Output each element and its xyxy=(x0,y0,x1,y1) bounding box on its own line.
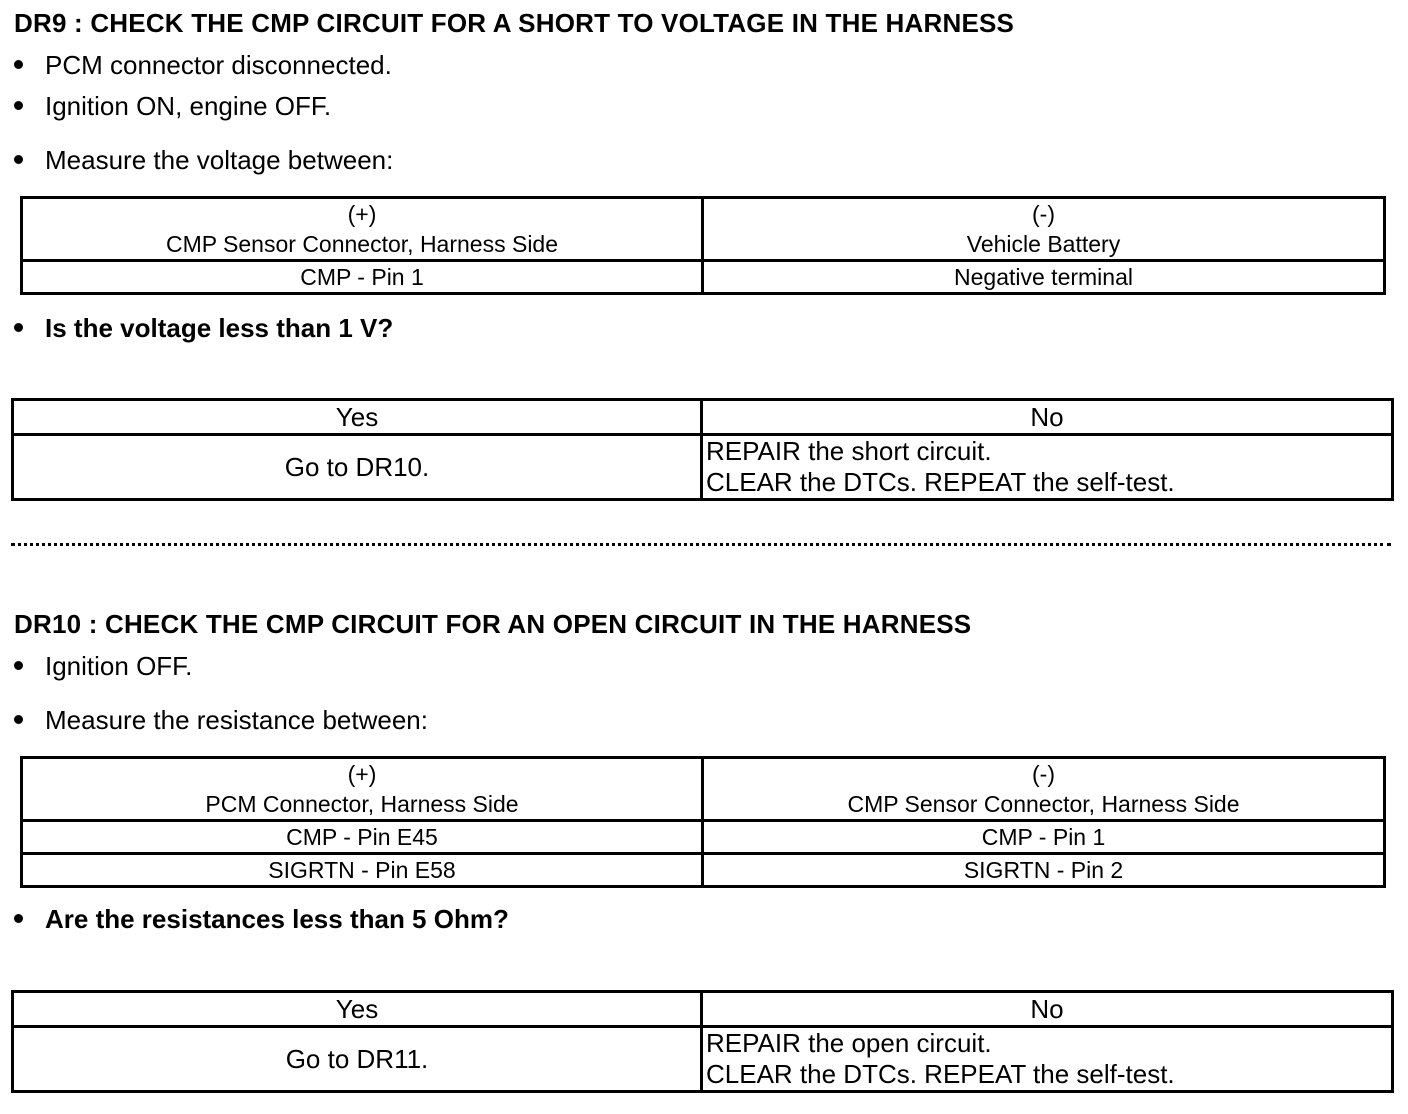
plus-sign: (+) xyxy=(347,201,377,227)
dr9-title: DR9 : CHECK THE CMP CIRCUIT FOR A SHORT TO VOLTAGE IN THE HARNESS xyxy=(14,8,1015,38)
dr9-step-1 xyxy=(14,50,392,81)
table-cell: CMP - Pin 1 xyxy=(22,261,703,294)
yes-action: Go to DR10. xyxy=(13,435,702,500)
no-header: No xyxy=(702,992,1393,1027)
dr9-step-2-text: Ignition ON, engine OFF. xyxy=(45,91,332,121)
bullet-icon xyxy=(14,715,23,724)
table-cell: CMP - Pin E45 xyxy=(22,821,703,854)
table-cell: SIGRTN - Pin 2 xyxy=(703,854,1385,887)
table-cell: SIGRTN - Pin E58 xyxy=(22,854,703,887)
plus-sign: (+) xyxy=(347,761,377,787)
dr10-question-text: Are the resistances less than 5 Ohm? xyxy=(45,904,509,934)
yes-header: Yes xyxy=(13,992,702,1027)
table-cell: Negative terminal xyxy=(703,261,1385,294)
dr10-step-2-text: Measure the resistance between: xyxy=(45,705,428,735)
dr10-title: DR10 : CHECK THE CMP CIRCUIT FOR AN OPEN CIRCUIT IN THE HARNESS xyxy=(14,609,972,639)
minus-header-cell xyxy=(703,198,1385,261)
dr9-question-text: Is the voltage less than 1 V? xyxy=(45,313,394,343)
minus-header-cell xyxy=(703,758,1385,821)
no-action-line-1: REPAIR the open circuit. xyxy=(706,1028,992,1058)
no-action xyxy=(702,435,1393,500)
plus-header-cell xyxy=(22,758,703,821)
no-action-line-2: CLEAR the DTCs. REPEAT the self-test. xyxy=(706,1059,1175,1089)
bullet-icon xyxy=(14,323,23,332)
dr9-step-2 xyxy=(14,91,331,122)
bullet-icon xyxy=(14,101,23,110)
dr9-step-1-text: PCM connector disconnected. xyxy=(45,50,392,80)
section-divider xyxy=(11,543,1391,546)
table-row xyxy=(13,1027,1393,1092)
dr10-question xyxy=(14,904,509,935)
yes-header: Yes xyxy=(13,400,702,435)
no-action xyxy=(702,1027,1393,1092)
minus-sign: (-) xyxy=(1032,201,1055,227)
dr10-step-1-text: Ignition OFF. xyxy=(45,651,193,681)
dr9-measurement-table xyxy=(20,196,1386,295)
table-row xyxy=(13,435,1393,500)
no-action-line-2: CLEAR the DTCs. REPEAT the self-test. xyxy=(706,467,1175,497)
table-header-row xyxy=(22,758,1385,821)
bullet-icon xyxy=(14,661,23,670)
table-header-row xyxy=(13,992,1393,1027)
dr9-question xyxy=(14,313,393,344)
minus-label: Vehicle Battery xyxy=(966,231,1121,257)
no-action-line-1: REPAIR the short circuit. xyxy=(706,436,992,466)
plus-label: PCM Connector, Harness Side xyxy=(205,791,519,817)
minus-sign: (-) xyxy=(1032,761,1055,787)
bullet-icon xyxy=(14,155,23,164)
bullet-icon xyxy=(14,914,23,923)
table-header-row xyxy=(13,400,1393,435)
table-cell: CMP - Pin 1 xyxy=(703,821,1385,854)
table-row xyxy=(22,261,1385,294)
dr10-decision-table xyxy=(11,990,1394,1093)
dr9-step-3 xyxy=(14,145,393,176)
plus-label: CMP Sensor Connector, Harness Side xyxy=(165,231,559,257)
dr10-step-2 xyxy=(14,705,428,736)
bullet-icon xyxy=(14,60,23,69)
no-header: No xyxy=(702,400,1393,435)
table-row xyxy=(22,821,1385,854)
yes-action: Go to DR11. xyxy=(13,1027,702,1092)
table-header-row xyxy=(22,198,1385,261)
minus-label: CMP Sensor Connector, Harness Side xyxy=(847,791,1240,817)
dr10-measurement-table xyxy=(20,756,1386,888)
plus-header-cell xyxy=(22,198,703,261)
table-row xyxy=(22,854,1385,887)
dr9-decision-table xyxy=(11,398,1394,501)
dr9-step-3-text: Measure the voltage between: xyxy=(45,145,394,175)
dr10-step-1 xyxy=(14,651,192,682)
